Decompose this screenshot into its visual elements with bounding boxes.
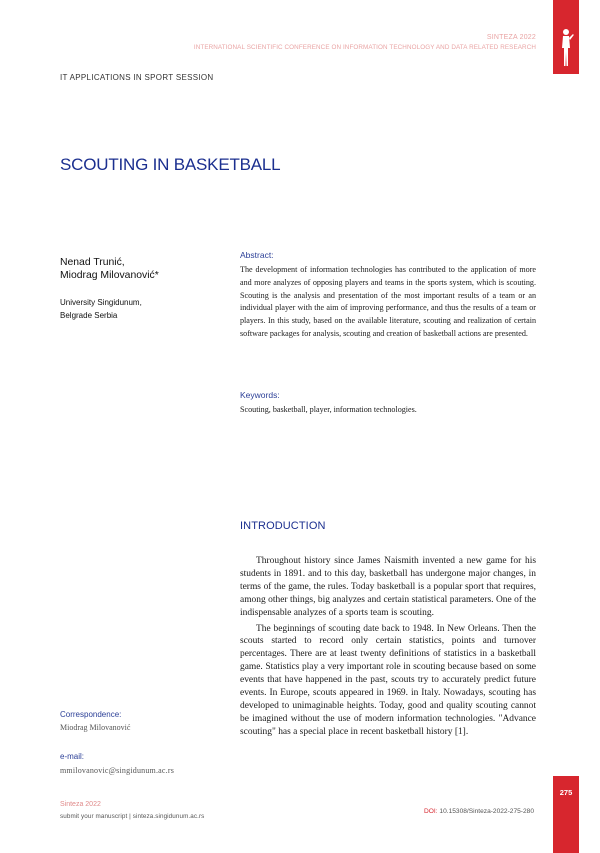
section-heading-introduction: INTRODUCTION xyxy=(240,520,326,532)
doi-label: DOI: xyxy=(424,808,438,815)
author-name: Nenad Trunić, xyxy=(60,257,125,268)
email-label: e-mail: xyxy=(60,752,85,761)
paper-title: SCOUTING IN BASKETBALL xyxy=(60,155,281,174)
header-journal: SINTEZA 2022 xyxy=(486,34,536,41)
abstract-label: Abstract: xyxy=(240,250,274,260)
session-label: IT APPLICATIONS IN SPORT SESSION xyxy=(60,73,214,82)
paragraph: Throughout history since James Naismith invented a new game for his students in 1891. and to this day, basketball has undergone major changes, in terms of the game, the rules. Today basketball is a popular sport that requires, among other things, big analyzes and certain statistical parameters. One of the indispensable analyzes of a sports team is scouting. xyxy=(240,556,536,618)
introduction-body xyxy=(240,555,536,742)
correspondence-name: Miodrag Milovanović xyxy=(60,723,131,732)
footer-journal: Sinteza 2022 xyxy=(60,801,101,808)
doi-value: 10.15308/Sinteza-2022-275-280 xyxy=(439,808,534,815)
page-number-box xyxy=(553,776,579,853)
footer-doi[interactable] xyxy=(424,808,534,815)
keywords-label: Keywords: xyxy=(240,390,280,400)
abstract-text: The development of information technologies has contributed to the application of more and more analyzes of opposing players and teams in the sports system, which is scouting. Scouting is the analysis and presentation of the most important results of a team or an individual player with the aim of improving performance, and thus the results of a team or players. In this study, based on the available literature, scouting and realization of certain software packages for analysis, scouting and creation of basketball actions are presented. xyxy=(240,265,536,338)
affiliation-line: University Singidunum, xyxy=(60,298,142,307)
author-list xyxy=(60,256,159,282)
paragraph: The beginnings of scouting date back to 1948. In New Orleans. Then the scouts started to record only certain statistics, points and turnover percentages. There are at least twenty definitions of statistics in a basketball game. Statistics play a very important role in scouting because based on some events that have happened in the past, scouts try to accurately predict future events. In Europe, scouts appeared in 1969. in Italy. Nowadays, scouting has developed to unimaginable heights. Today, good and quality scouting cannot be imagined without the use of modern information technologies. "Advance scouting" has a special place in recent basketball history [1]. xyxy=(240,623,536,737)
affiliation xyxy=(60,297,142,322)
header-conference: INTERNATIONAL SCIENTIFIC CONFERENCE ON INFORMATION TECHNOLOGY AND DATA RELATED RESEARCH xyxy=(193,44,536,51)
figure-logo-icon xyxy=(558,28,574,68)
footer-submit-link[interactable]: submit your manuscript | sinteza.singidunum.ac.rs xyxy=(60,813,205,820)
affiliation-line: Belgrade Serbia xyxy=(60,310,118,320)
correspondence-label: Correspondence: xyxy=(60,710,122,719)
author-name: Miodrag Milovanović* xyxy=(60,270,159,281)
page-number: 275 xyxy=(559,788,573,797)
header-logo-bar xyxy=(553,0,579,74)
keywords-text: Scouting, basketball, player, information technologies. xyxy=(240,405,417,414)
email-link[interactable]: mmilovanovic@singidunum.ac.rs xyxy=(60,766,175,775)
